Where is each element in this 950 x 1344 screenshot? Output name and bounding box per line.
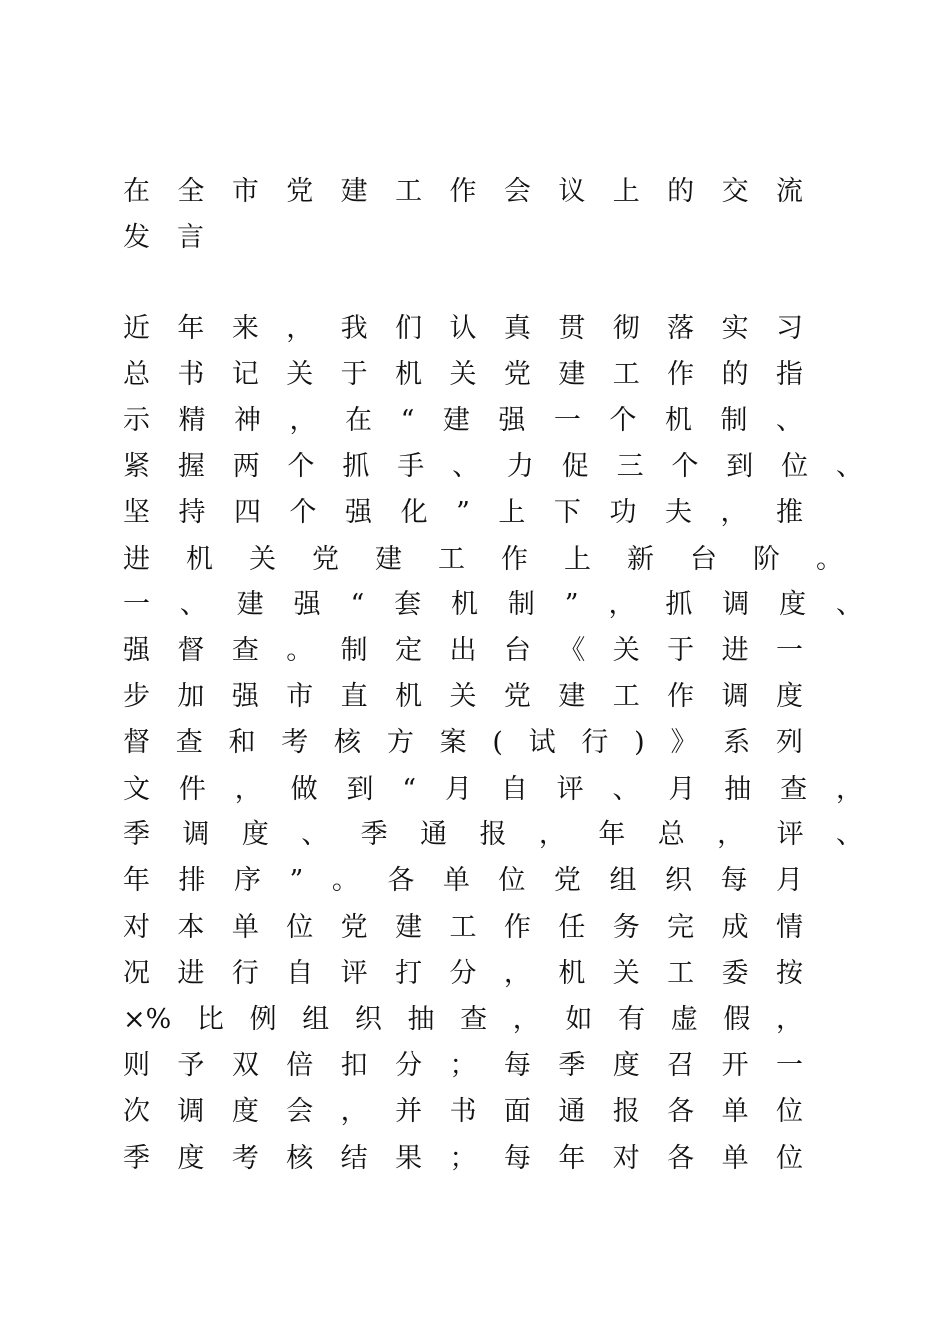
- body-line: 进机关党建工作上新台阶。: [123, 544, 843, 575]
- body-line: 年排序”。各单位党组织每月: [123, 865, 803, 896]
- body-line: 近年来，我们认真贯彻落实习: [123, 313, 803, 344]
- body-line: 季度考核结果；每年对各单位: [123, 1143, 803, 1174]
- body-line: 步加强市直机关党建工作调度: [123, 681, 803, 712]
- body-line: 则予双倍扣分；每季度召开一: [123, 1050, 803, 1081]
- body-line: 季调度、季通报，年总，评、: [123, 819, 863, 850]
- body-line: 坚持四个强化”上下功夫，推: [123, 497, 803, 528]
- body-line: ×%比例组织抽查，如有虚假，: [123, 1004, 803, 1035]
- body-line: 督查和考核方案(试行)》系列: [123, 727, 803, 758]
- body-line: 紧握两个抓手、力促三个到位、: [123, 451, 863, 482]
- title-line-2: 发言: [123, 222, 231, 253]
- body-line: 总书记关于机关党建工作的指: [123, 359, 803, 390]
- title-line-1: 在全市党建工作会议上的交流: [123, 176, 803, 207]
- body-line: 一、建强“套机制”，抓调度、: [123, 589, 863, 620]
- body-line: 况进行自评打分，机关工委按: [123, 958, 803, 989]
- body-line: 文件，做到“月自评、月抽查，: [123, 774, 863, 805]
- body-line: 强督查。制定出台《关于进一: [123, 635, 803, 666]
- body-line: 示精神，在“建强一个机制、: [123, 405, 803, 436]
- body-line: 对本单位党建工作任务完成情: [123, 912, 803, 943]
- body-line: 次调度会，并书面通报各单位: [123, 1096, 803, 1127]
